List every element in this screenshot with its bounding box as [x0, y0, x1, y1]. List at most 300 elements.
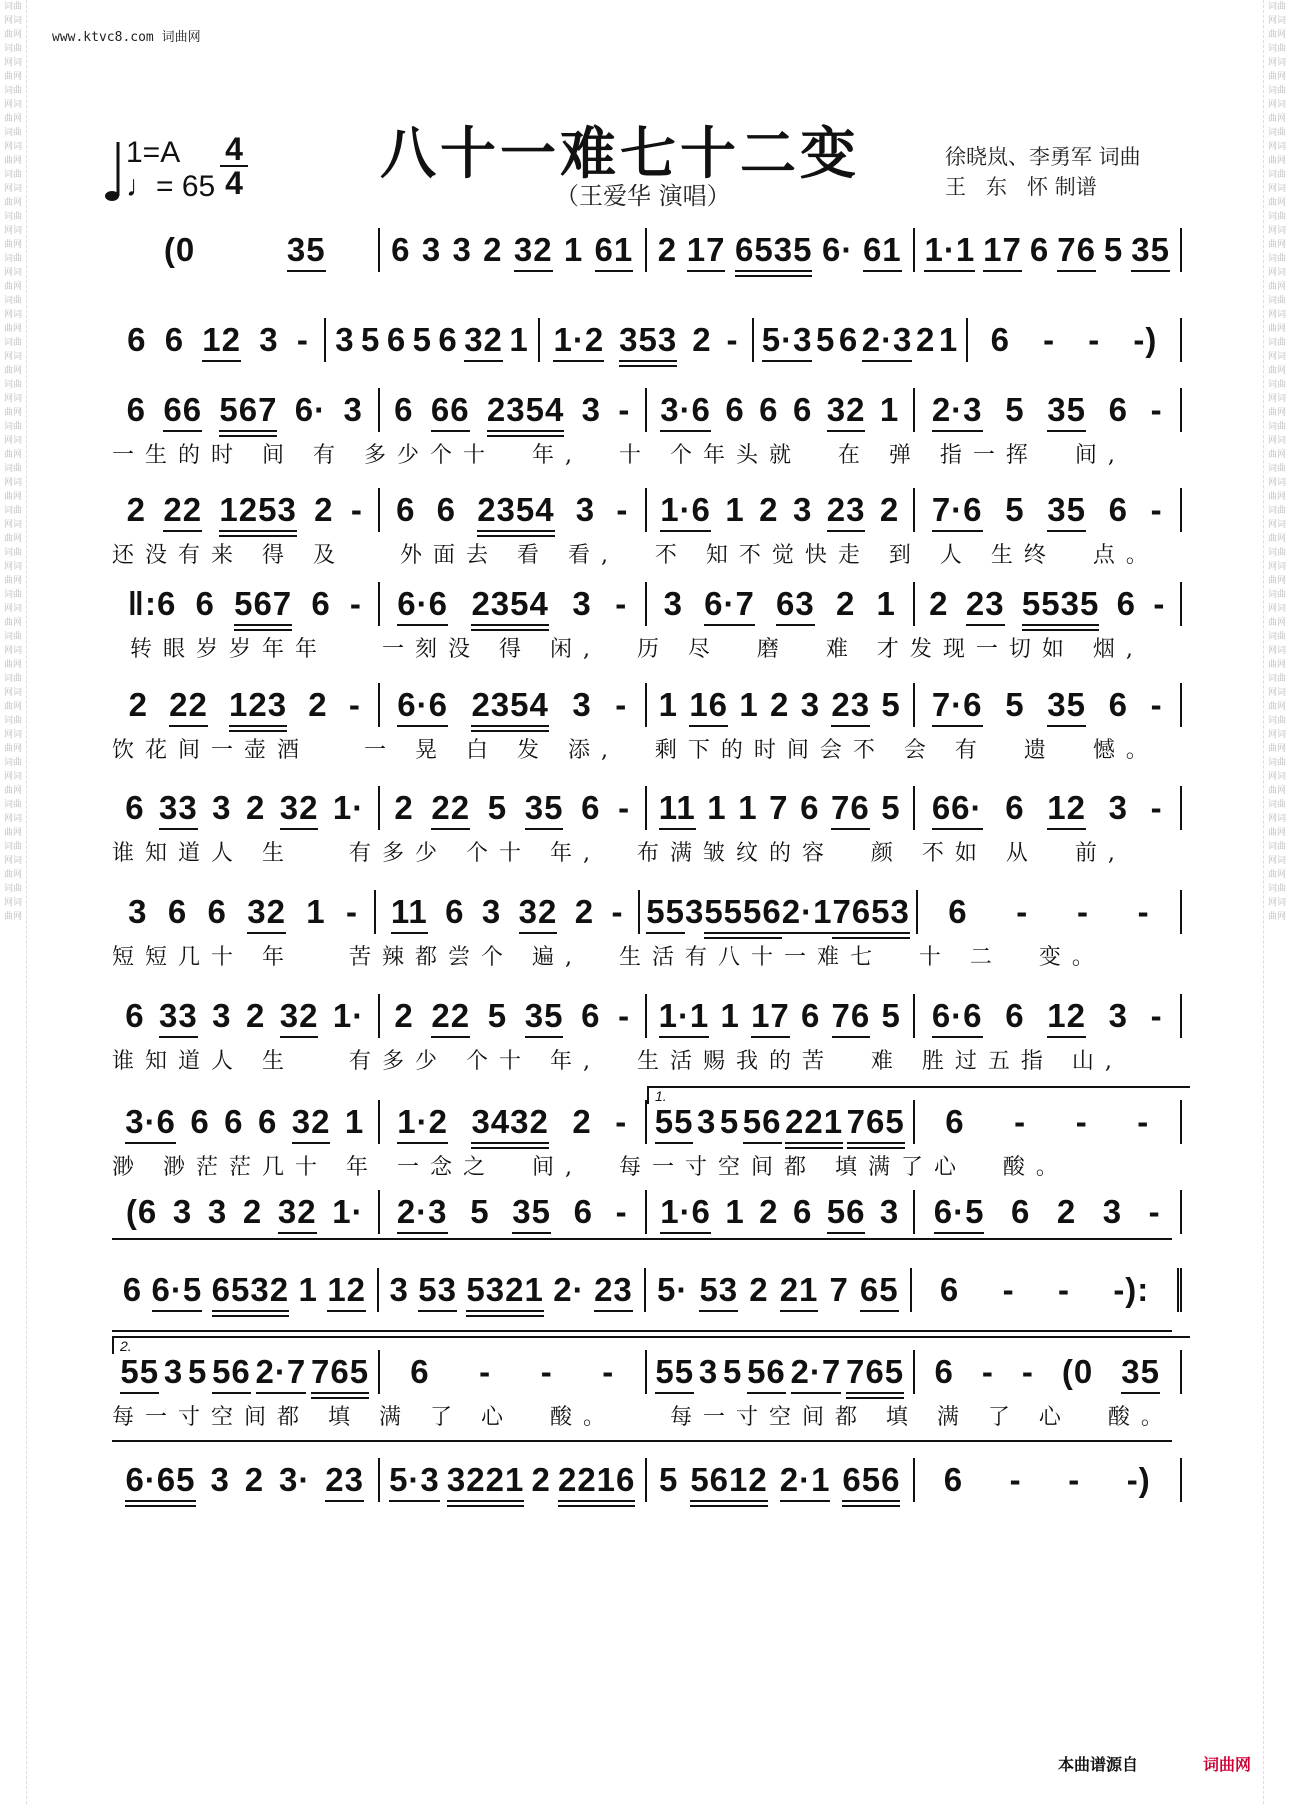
note-token: 5· — [657, 1271, 689, 1308]
note-token: 3 — [572, 585, 592, 622]
note-token: 3 — [389, 1271, 409, 1308]
note-token: 3 — [575, 491, 596, 528]
lyrics-line: 谁知道人 生 有多少 个十 年, 生活赐我的苦 难 胜过五指 山, — [112, 1049, 1123, 1074]
note-token: 6 — [792, 391, 813, 428]
note-token: 3 — [792, 491, 813, 528]
note-token: 1 — [725, 491, 745, 528]
note-token: 6 — [126, 391, 147, 428]
lyrics-line: 短短几十 年 苦辣都尝个 遍, 生活有八十一难七 十 二 变。 — [112, 945, 1105, 970]
note-token: 6 — [1011, 1193, 1031, 1230]
note-token: 765 — [310, 1353, 370, 1390]
note-token: 2354 — [471, 585, 549, 622]
note-token: 6 — [396, 491, 416, 528]
note-token: 22 — [431, 997, 471, 1034]
note-token: 2 — [879, 491, 900, 528]
note-token: 35 — [1121, 1353, 1160, 1390]
note-token: 2 — [759, 491, 779, 528]
note-token: 567 — [234, 585, 293, 622]
note-token: 2·7 — [790, 1353, 842, 1390]
note-token: 2 — [929, 585, 949, 622]
notes-line — [112, 1100, 1182, 1144]
note-token: 1·2 — [553, 321, 605, 358]
note-token: 32 — [513, 231, 553, 268]
note-token: - — [1150, 686, 1163, 723]
note-token: 3 — [800, 686, 821, 723]
note-token: 55 — [120, 1353, 160, 1390]
note-token: 5 — [658, 1461, 679, 1498]
note-token: - — [981, 1353, 994, 1390]
measure — [915, 488, 1183, 532]
note-token: - — [1088, 321, 1101, 358]
measure — [915, 683, 1183, 727]
time-sig-bottom: 4 — [225, 165, 243, 201]
note-token: 2·7 — [255, 1353, 307, 1390]
note-token: 6 — [167, 893, 188, 930]
note-token: 6 — [391, 231, 411, 268]
note-token: (0 — [163, 231, 196, 268]
note-token: 2 — [657, 231, 678, 268]
note-token: 3 — [335, 321, 355, 358]
note-token: - — [1021, 1353, 1034, 1390]
note-token: 61 — [594, 231, 634, 268]
note-token: 353 — [619, 321, 678, 358]
note-token: 6 — [759, 391, 779, 428]
note-token: - — [345, 893, 358, 930]
note-token: 65 — [859, 1271, 899, 1308]
note-token: 3 — [1108, 789, 1128, 826]
note-token: 6·5 — [933, 1193, 985, 1230]
note-token: 5·3 — [389, 1461, 440, 1498]
note-token: 6 — [948, 893, 968, 930]
note-token: - — [616, 491, 629, 528]
note-token: 2 — [245, 997, 266, 1034]
measure — [912, 1268, 1182, 1312]
note-token: 23 — [965, 585, 1005, 622]
note-token: 55 — [654, 1103, 694, 1140]
notes-line — [112, 890, 1182, 934]
measure — [915, 1350, 1183, 1394]
note-token: 32 — [291, 1103, 331, 1140]
note-token: 2 — [128, 686, 148, 723]
measure — [915, 1190, 1183, 1234]
note-token: 2 — [242, 1193, 263, 1230]
note-token: 5535 — [1021, 585, 1100, 622]
note-token: 2·3 — [396, 1193, 448, 1230]
note-token: - — [1150, 391, 1163, 428]
note-token: 21 — [779, 1271, 819, 1308]
note-token: - — [350, 491, 363, 528]
note-token: 3· — [279, 1461, 311, 1498]
note-token: - — [615, 1103, 628, 1140]
note-token: 5 — [487, 997, 508, 1034]
note-token: 6· — [294, 391, 327, 428]
note-token: 5 — [1005, 491, 1025, 528]
measure — [380, 1458, 648, 1502]
note-token: 16 — [689, 686, 729, 723]
divider-rule — [112, 1330, 1172, 1332]
note-token: 35 — [524, 997, 564, 1034]
note-token: 3 — [172, 1193, 193, 1230]
note-token: ‖:6 — [127, 585, 177, 622]
note-token: 23 — [831, 686, 871, 723]
note-token: 32 — [464, 321, 503, 358]
note-token: - — [1150, 997, 1163, 1034]
note-token: - — [611, 893, 624, 930]
measure — [647, 1190, 915, 1234]
note-token: 63 — [776, 585, 815, 622]
note-token: 17 — [686, 231, 726, 268]
note-token: 3 — [163, 1353, 184, 1390]
note-token: 56 — [747, 1353, 786, 1390]
note-token: 32 — [279, 789, 319, 826]
note-token: - — [1150, 789, 1163, 826]
note-token: 1 — [725, 1193, 745, 1230]
note-token: 1 — [879, 391, 900, 428]
note-token: 2 — [692, 321, 712, 358]
note-token: 6 — [311, 585, 331, 622]
measure — [647, 683, 915, 727]
notes-line — [112, 388, 1182, 432]
note-token: 3 — [212, 997, 232, 1034]
note-token: 6 — [410, 1353, 430, 1390]
measure — [380, 786, 648, 830]
note-token: 23 — [594, 1271, 633, 1308]
volta-bracket: 1. — [647, 1086, 1190, 1104]
note-token: 76 — [1057, 231, 1096, 268]
note-token: (0 — [1061, 1353, 1094, 1390]
note-token: 55 — [646, 893, 685, 930]
note-token: 6·6 — [397, 686, 448, 723]
note-token: 6 — [1029, 231, 1050, 268]
note-token: 56 — [826, 1193, 866, 1230]
note-token: 2 — [314, 491, 334, 528]
note-token: 6·5 — [151, 1271, 203, 1308]
note-token: 3·6 — [125, 1103, 176, 1140]
note-token: 2 — [483, 231, 503, 268]
note-token: - — [348, 686, 361, 723]
note-token: 1 — [509, 321, 529, 358]
note-token: 66· — [931, 789, 983, 826]
note-token: 6 — [195, 585, 215, 622]
note-token: - — [1057, 1271, 1070, 1308]
note-token: 6 — [125, 997, 145, 1034]
measure — [112, 488, 380, 532]
note-token: - — [1075, 1103, 1088, 1140]
time-sig-top: 4 — [225, 131, 243, 167]
note-token: 53 — [699, 1271, 739, 1308]
note-token: 23 — [325, 1461, 364, 1498]
note-token: 1·1 — [658, 997, 710, 1034]
note-token: 6 — [207, 893, 227, 930]
note-token: 32 — [518, 893, 558, 930]
note-token: 1 — [876, 585, 896, 622]
note-token: 6 — [164, 321, 185, 358]
volta-bracket: 2. — [112, 1336, 1190, 1354]
note-token: 1·6 — [660, 491, 711, 528]
measure — [647, 488, 915, 532]
lyrics-line: 谁知道人 生 有多少 个十 年, 布满皱纹的容 颜 不如 从 前, — [112, 841, 1126, 866]
note-token: - — [540, 1353, 553, 1390]
note-token: - — [1016, 893, 1029, 930]
lyrics-line: 渺 渺茫茫几十 年 一念之 间, 每一寸空间都 填满了心 酸。 — [112, 1155, 1069, 1180]
note-token: 1· — [332, 789, 365, 826]
divider-rule — [112, 1238, 1172, 1240]
note-token: 7 — [769, 789, 789, 826]
measure — [647, 994, 915, 1038]
note-token: 22 — [163, 491, 203, 528]
note-token: - — [479, 1353, 492, 1390]
note-token: 5 — [815, 321, 836, 358]
note-token: 6·6 — [931, 997, 983, 1034]
note-token: 5321 — [466, 1271, 544, 1308]
note-token: 12 — [1047, 789, 1086, 826]
note-token: 6 — [838, 321, 859, 358]
notes-line — [112, 994, 1182, 1038]
note-token: 76 — [831, 997, 871, 1034]
note-token: 2 — [245, 789, 266, 826]
note-token: 12 — [202, 321, 242, 358]
measure — [915, 1458, 1183, 1502]
note-token: 6 — [190, 1103, 210, 1140]
notes-line — [112, 228, 1182, 272]
divider-rule — [112, 1440, 1172, 1442]
note-token: 3 — [259, 321, 279, 358]
note-token: 3 — [212, 789, 232, 826]
measure — [379, 1268, 646, 1312]
note-token: - — [726, 321, 739, 358]
note-token: - — [1137, 893, 1150, 930]
note-token: 2 — [394, 789, 414, 826]
measure — [915, 228, 1183, 272]
note-token: 6 — [438, 321, 458, 358]
note-token: 7653 — [832, 893, 910, 930]
note-token: 33 — [159, 997, 198, 1034]
notes-line — [112, 1268, 1182, 1312]
note-token: 221 — [785, 1103, 844, 1140]
measure — [380, 388, 648, 432]
note-token: - — [615, 686, 628, 723]
note-token: 5 — [881, 789, 901, 826]
measure — [915, 582, 1183, 626]
note-token: 3 — [663, 585, 683, 622]
measure — [647, 1458, 915, 1502]
lyrics-line: 每一寸空间都 填 满 了 心 酸。 每一寸空间都 填 满 了 心 酸。 — [112, 1405, 1174, 1430]
note-token: 567 — [219, 391, 278, 428]
note-token: 5·3 — [761, 321, 813, 358]
note-token: 56 — [742, 1103, 782, 1140]
note-token: 1 — [563, 231, 584, 268]
note-token: 1 — [298, 1271, 318, 1308]
note-token: 1·6 — [660, 1193, 711, 1230]
note-token: 5 — [470, 1193, 490, 1230]
song-title: 八十一难七十二变 — [380, 121, 860, 187]
measure — [640, 890, 918, 934]
note-token: 32 — [247, 893, 286, 930]
measure — [380, 582, 648, 626]
note-token: 5 — [881, 997, 901, 1034]
note-token: 6 — [792, 1193, 813, 1230]
measure — [380, 683, 648, 727]
note-token: - — [1150, 491, 1163, 528]
note-token: 5 — [361, 321, 381, 358]
measure — [112, 1100, 380, 1144]
note-token: 3 — [128, 893, 148, 930]
notes-line — [112, 1350, 1182, 1394]
note-token: 5 — [1005, 391, 1025, 428]
lyrics-line: 饮花间一壶酒 一 晃 白 发 添, 剩下的时间会不 会 有 遗 憾。 — [112, 738, 1159, 763]
note-token: 5 — [881, 686, 901, 723]
note-token: 5612 — [690, 1461, 768, 1498]
note-token: 6·6 — [397, 585, 448, 622]
note-token: 2 — [759, 1193, 779, 1230]
note-token: - — [1002, 1271, 1015, 1308]
note-token: 765 — [845, 1353, 905, 1390]
measure — [646, 1268, 913, 1312]
note-token: 6 — [386, 321, 407, 358]
note-token: 6 — [800, 997, 821, 1034]
note-token: 2 — [835, 585, 856, 622]
note-token: 32 — [826, 391, 866, 428]
note-token: 3 — [343, 391, 363, 428]
note-token: 5556 — [704, 893, 782, 930]
note-token: 6·65 — [125, 1461, 196, 1498]
notes-line — [112, 683, 1182, 727]
note-token: - — [1076, 893, 1089, 930]
measure — [380, 1350, 648, 1394]
note-token: 6 — [127, 321, 147, 358]
note-token: 2·1 — [779, 1461, 831, 1498]
note-token: 2·3 — [861, 321, 913, 358]
note-token: 6 — [122, 1271, 143, 1308]
note-token: 2 — [126, 491, 147, 528]
note-token: (6 — [125, 1193, 158, 1230]
note-token: 6 — [445, 893, 465, 930]
note-token: 35 — [1131, 231, 1170, 268]
measure — [647, 1100, 915, 1144]
note-token: 6 — [125, 789, 145, 826]
note-token: - — [1009, 1461, 1022, 1498]
note-token: 3 — [210, 1461, 230, 1498]
note-token: 1 — [738, 789, 758, 826]
note-token: 2 — [308, 686, 328, 723]
note-token: 2354 — [486, 391, 565, 428]
note-token: 5 — [487, 789, 508, 826]
note-token: 22 — [169, 686, 208, 723]
measure — [112, 994, 380, 1038]
note-token: 22 — [431, 789, 471, 826]
note-token: 6·7 — [704, 585, 755, 622]
note-token: 7·6 — [931, 686, 983, 723]
song-subtitle: （王爱华 演唱） — [555, 182, 731, 210]
measure — [112, 890, 376, 934]
note-token: 12 — [1047, 997, 1086, 1034]
note-token: -) — [1133, 321, 1158, 358]
note-token: 2354 — [471, 686, 549, 723]
lyrics-line: 转眼岁岁年年 一刻没 得 闲, 历 尽 磨 难 才发现一切如 烟, — [112, 637, 1144, 662]
note-token: 35 — [524, 789, 564, 826]
lyrics-line: 还没有来 得 及 外面去 看 看, 不 知不觉快走 到 人 生终 点。 — [112, 543, 1159, 568]
note-token: 6 — [1108, 391, 1128, 428]
note-token: 55 — [655, 1353, 695, 1390]
measure — [112, 786, 380, 830]
note-token: 2 — [1056, 1193, 1077, 1230]
note-token: - — [296, 321, 309, 358]
note-token: 35 — [512, 1193, 551, 1230]
note-token: -) — [1126, 1461, 1151, 1498]
note-token: 6 — [934, 1353, 954, 1390]
notes-line — [112, 488, 1182, 532]
note-token: 6 — [1108, 491, 1128, 528]
note-token: 6 — [943, 1461, 964, 1498]
note-token: 3432 — [471, 1103, 549, 1140]
note-token: - — [602, 1353, 615, 1390]
note-token: 3 — [1102, 1193, 1123, 1230]
note-token: 5 — [187, 1353, 208, 1390]
measure — [915, 786, 1183, 830]
note-token: 6 — [800, 789, 820, 826]
note-token: 5 — [412, 321, 432, 358]
note-token: 76 — [831, 789, 870, 826]
note-token: - — [615, 585, 628, 622]
note-token: - — [1137, 1103, 1150, 1140]
note-token: 2 — [770, 686, 790, 723]
note-token: 2 — [915, 321, 936, 358]
note-token: 2·3 — [931, 391, 983, 428]
note-token: 17 — [751, 997, 790, 1034]
measure — [915, 1100, 1183, 1144]
measure — [112, 1190, 380, 1234]
note-token: 7·6 — [931, 491, 983, 528]
note-token: 11 — [390, 893, 428, 930]
note-token: 32 — [277, 1193, 317, 1230]
measure — [326, 318, 540, 362]
note-token: 1 — [720, 997, 740, 1034]
note-token: 3 — [572, 686, 592, 723]
note-token: 123 — [229, 686, 288, 723]
note-token: 6· — [822, 231, 854, 268]
measure — [380, 1100, 648, 1144]
site-url-mark[interactable]: www.ktvc8.com 词曲网 — [52, 30, 201, 45]
note-token: 6 — [1116, 585, 1136, 622]
note-token: 6535 — [735, 231, 813, 268]
note-token: 1 — [739, 686, 759, 723]
note-token: 6 — [394, 391, 414, 428]
measure — [754, 318, 968, 362]
measure — [112, 1350, 380, 1394]
note-token: 2·1 — [781, 893, 833, 930]
note-token: 6 — [1005, 997, 1025, 1034]
note-token: - — [618, 997, 631, 1034]
measure — [380, 994, 648, 1038]
measure — [380, 488, 648, 532]
note-token: 53 — [418, 1271, 457, 1308]
note-token: 6 — [725, 391, 745, 428]
site-logo[interactable]: 词曲网 — [1203, 1755, 1252, 1774]
note-token: 17 — [983, 231, 1022, 268]
note-token: - — [1043, 321, 1056, 358]
note-token: - — [618, 789, 631, 826]
note-token: 5 — [1103, 231, 1124, 268]
note-token: 1 — [658, 686, 679, 723]
measure — [380, 228, 648, 272]
measure — [112, 683, 380, 727]
note-token: 2· — [553, 1271, 585, 1308]
note-token: 2 — [531, 1461, 551, 1498]
measure — [647, 388, 915, 432]
note-token: 2 — [244, 1461, 265, 1498]
note-token: 6 — [939, 1271, 960, 1308]
note-token: - — [618, 391, 631, 428]
